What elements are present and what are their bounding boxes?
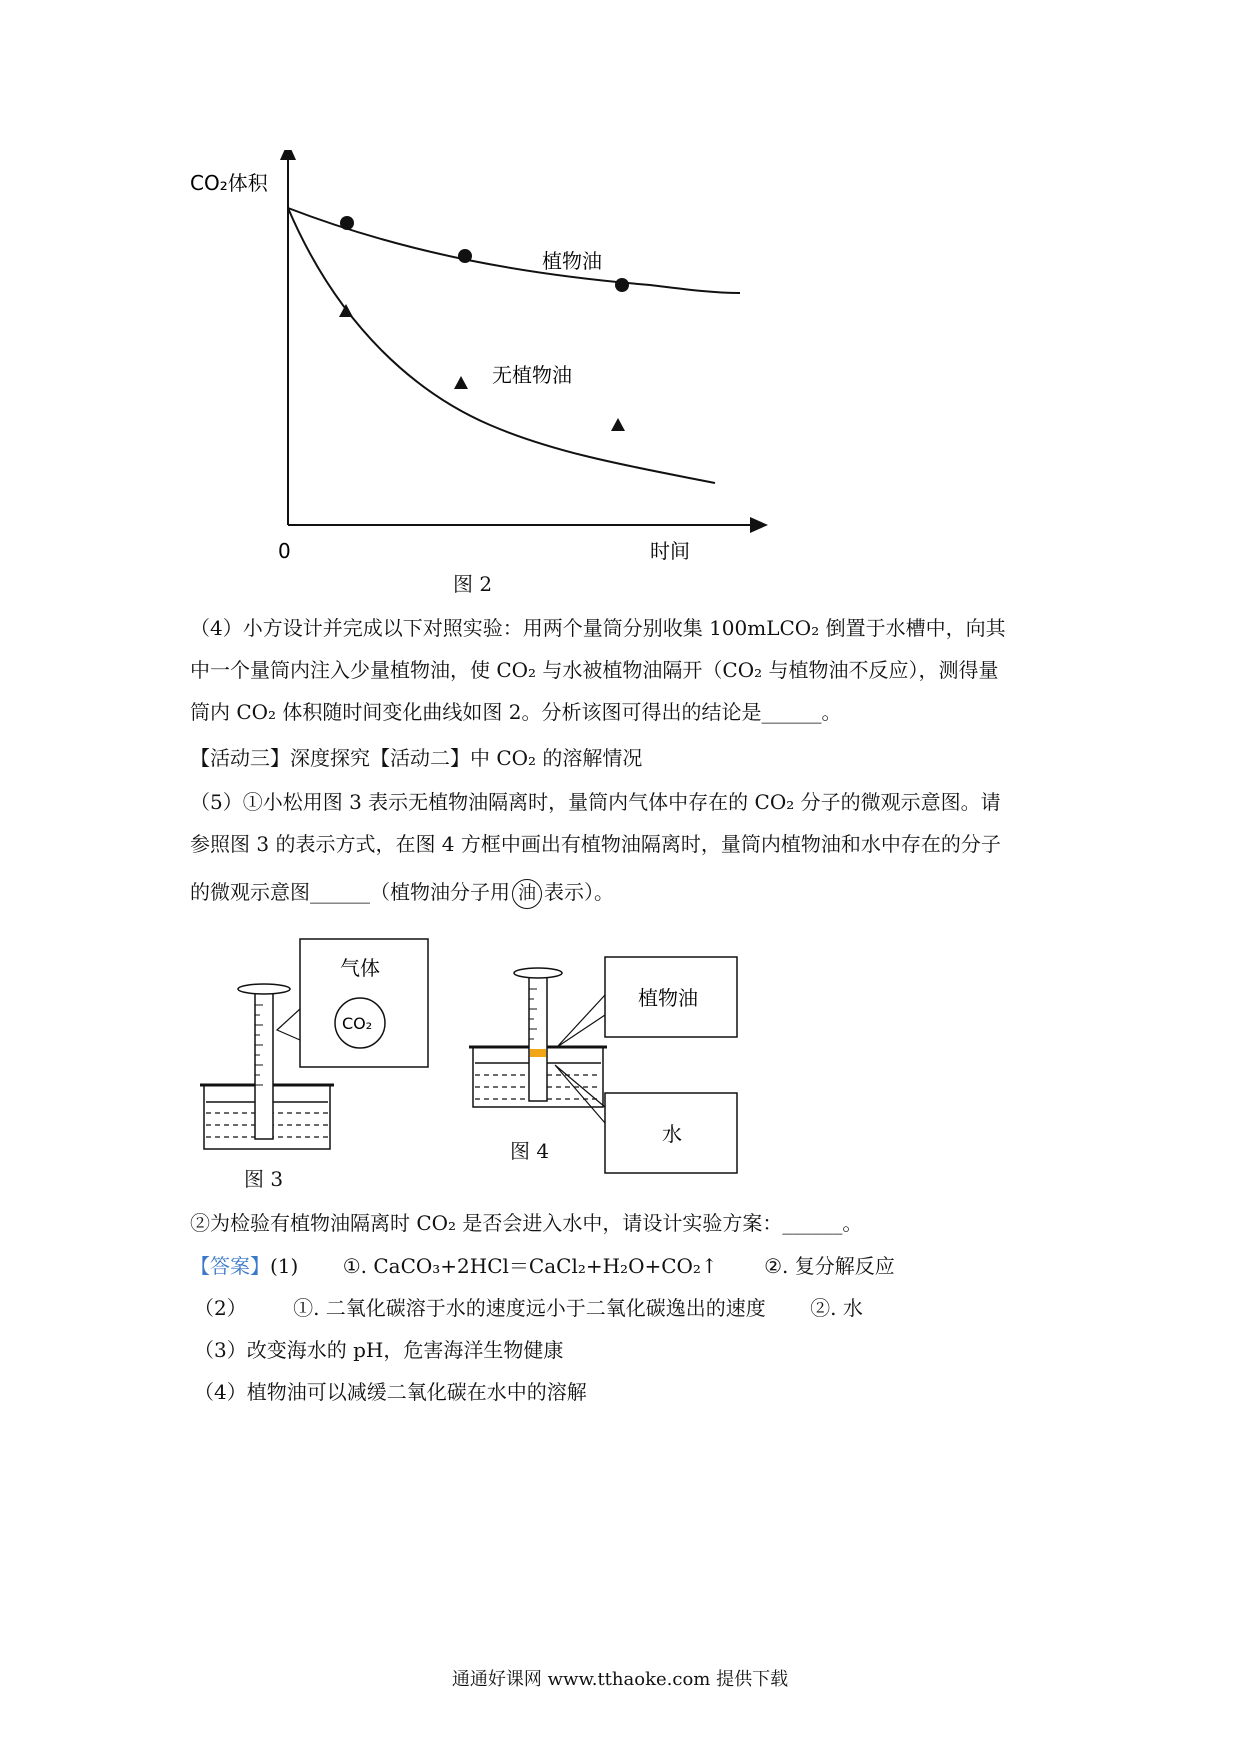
oil-point-3 (615, 278, 629, 292)
no-oil-point-2 (454, 376, 468, 389)
question-5-line-3-end: 表示）。 (544, 880, 614, 904)
figure-3-diagram (200, 935, 440, 1165)
figure-4 (465, 955, 745, 1185)
answer-1-part-1: ①. CaCO₃+2HCl＝CaCl₂+H₂O+CO₂↑ (342, 1254, 718, 1278)
figure-3 (200, 935, 440, 1165)
measuring-cylinder (529, 975, 547, 1101)
series-no-oil-label: 无植物油 (492, 363, 572, 387)
activity-3-heading: 【活动三】深度探究【活动二】中 CO₂ 的溶解情况 (190, 746, 643, 770)
answer-2-part-2: ②. 水 (810, 1296, 863, 1320)
no-oil-point-3 (611, 418, 625, 431)
question-4-line-1: （4）小方设计并完成以下对照实验：用两个量筒分别收集 100mLCO₂ 倒置于水槽中，向其 (190, 616, 1006, 640)
answer-2 (194, 1292, 863, 1321)
question-4-line-3: 筒内 CO₂ 体积随时间变化曲线如图 2。分析该图可得出的结论是______。 (190, 700, 842, 724)
series-oil-curve (288, 208, 740, 293)
figure-4-caption: 图 4 (510, 1139, 550, 1163)
oil-callout-label: 植物油 (638, 986, 698, 1010)
oil-pointer (557, 995, 605, 1047)
answer-2-part-1: ①. 二氧化碳溶于水的速度远小于二氧化碳逸出的速度 (293, 1296, 766, 1320)
answer-2-number: （2） (194, 1296, 247, 1320)
question-5 (190, 781, 1070, 913)
answer-4: （4）植物油可以减缓二氧化碳在水中的溶解 (194, 1380, 587, 1404)
oil-point-1 (340, 216, 354, 230)
question-5-line-3-start: 的微观示意图______（植物油分子用 (190, 880, 510, 904)
gas-callout-title: 气体 (340, 956, 380, 980)
question-5-line-2: 参照图 3 的表示方式，在图 4 方框中画出有植物油隔离时，量筒内植物油和水中存在的分子 (190, 832, 1001, 856)
no-oil-point-1 (339, 304, 353, 317)
cylinder-base (514, 968, 562, 978)
x-axis-label: 时间 (650, 539, 690, 563)
cylinder-base (238, 984, 290, 994)
footer-text: 通通好课网 www.tthaoke.com 提供下载 (451, 1669, 789, 1690)
water-callout-label: 水 (662, 1122, 682, 1146)
question-4 (190, 607, 1070, 733)
origin-label: 0 (278, 539, 291, 563)
oil-point-2 (458, 249, 472, 263)
figure-4-diagram (465, 955, 745, 1185)
oil-layer (530, 1049, 546, 1057)
answer-1-number: (1) (270, 1254, 299, 1278)
y-axis-label: CO₂体积 (190, 171, 268, 195)
figure-2-caption: 图 2 (453, 572, 493, 596)
question-4-line-2: 中一个量筒内注入少量植物油，使 CO₂ 与水被植物油隔开（CO₂ 与植物油不反应），测得量 (190, 658, 999, 682)
question-5-line-1: （5）①小松用图 3 表示无植物油隔离时，量筒内气体中存在的 CO₂ 分子的微观示意图。请 (190, 790, 1001, 814)
water-pointer (555, 1065, 605, 1123)
series-no-oil-curve (288, 208, 715, 483)
callout-pointer (277, 1009, 300, 1040)
question-5-part-2: ②为检验有植物油隔离时 CO₂ 是否会进入水中，请设计实验方案：______。 (190, 1211, 863, 1235)
series-oil-label: 植物油 (542, 249, 602, 273)
co2-molecule-label: CO₂ (342, 1014, 373, 1033)
answer-1-part-2: ②. 复分解反应 (764, 1254, 895, 1278)
figure-3-caption: 图 3 (244, 1167, 284, 1191)
answer-1 (190, 1250, 895, 1279)
figure-2-chart (160, 150, 780, 570)
oil-molecule-symbol: 油 (512, 879, 542, 909)
answer-3: （3）改变海水的 pH，危害海洋生物健康 (194, 1338, 564, 1362)
question-5-line-3 (190, 871, 1070, 913)
figure-2 (160, 150, 780, 570)
answer-label: 【答案】 (190, 1254, 270, 1278)
